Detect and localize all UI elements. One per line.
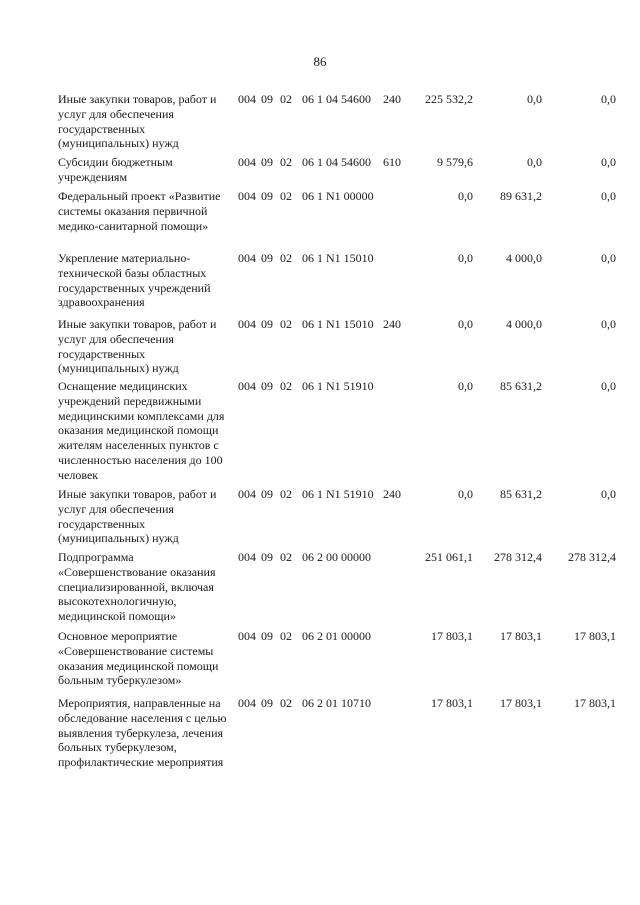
- row-amount-1: 0,0: [458, 251, 473, 265]
- row-amount-2: 17 803,1: [500, 629, 542, 643]
- row-amount-2: 4 000,0: [506, 317, 542, 331]
- row-ved-code: 004: [238, 155, 256, 169]
- row-target-code: 06 1 04 54600: [302, 92, 371, 106]
- row-target-code: 06 2 00 00000: [302, 550, 371, 564]
- row-amount-2: 85 631,2: [500, 487, 542, 501]
- table-row: [0, 189, 640, 233]
- row-name: Мероприятия, направленные на обследование населения с целью выявления туберкулеза, лечения больных туберкулезом, профилактические мероприятия: [58, 696, 227, 770]
- table-row: [0, 550, 640, 624]
- row-section-code: 09: [261, 696, 273, 710]
- row-target-code: 06 1 04 54600: [302, 155, 371, 169]
- row-subsection-code: 02: [280, 379, 292, 393]
- row-ved-code: 004: [238, 550, 256, 564]
- row-target-code: 06 1 N1 15010: [302, 251, 374, 265]
- row-target-code: 06 2 01 00000: [302, 629, 371, 643]
- table-row: [0, 155, 640, 184]
- table-row: [0, 92, 640, 151]
- row-amount-1: 0,0: [458, 317, 473, 331]
- table-row: [0, 629, 640, 688]
- row-subsection-code: 02: [280, 487, 292, 501]
- table-row: [0, 379, 640, 482]
- row-subsection-code: 02: [280, 251, 292, 265]
- row-amount-1: 225 532,2: [425, 92, 473, 106]
- table-row: [0, 696, 640, 770]
- row-section-code: 09: [261, 92, 273, 106]
- row-amount-3: 17 803,1: [574, 629, 616, 643]
- row-name: Иные закупки товаров, работ и услуг для обеспечения государственных (муниципальных) нужд: [58, 487, 217, 546]
- row-section-code: 09: [261, 155, 273, 169]
- row-name: Иные закупки товаров, работ и услуг для обеспечения государственных (муниципальных) нужд: [58, 92, 217, 151]
- row-amount-3: 17 803,1: [574, 696, 616, 710]
- row-expense-type: 240: [383, 317, 401, 331]
- row-section-code: 09: [261, 550, 273, 564]
- row-ved-code: 004: [238, 317, 256, 331]
- row-expense-type: 610: [383, 155, 401, 169]
- row-amount-3: 0,0: [601, 92, 616, 106]
- row-target-code: 06 2 01 10710: [302, 696, 371, 710]
- row-name: Субсидии бюджетным учреждениям: [58, 155, 173, 184]
- row-amount-1: 9 579,6: [437, 155, 473, 169]
- row-target-code: 06 1 N1 00000: [302, 189, 374, 203]
- row-target-code: 06 1 N1 51910: [302, 379, 374, 393]
- row-amount-2: 278 312,4: [494, 550, 542, 564]
- row-subsection-code: 02: [280, 155, 292, 169]
- row-amount-3: 0,0: [601, 379, 616, 393]
- row-ved-code: 004: [238, 92, 256, 106]
- row-amount-3: 0,0: [601, 155, 616, 169]
- row-section-code: 09: [261, 189, 273, 203]
- row-ved-code: 004: [238, 487, 256, 501]
- row-expense-type: 240: [383, 92, 401, 106]
- row-subsection-code: 02: [280, 189, 292, 203]
- row-subsection-code: 02: [280, 92, 292, 106]
- row-name: Укрепление материально-технической базы областных государственных учреждений здравоохранения: [58, 251, 211, 310]
- row-subsection-code: 02: [280, 696, 292, 710]
- row-name: Оснащение медицинских учреждений передвижными медицинскими комплексами для оказания медицинской помощи жителям населенных пунктов с численностью населения до 100 человек: [58, 379, 225, 482]
- table-row: [0, 251, 640, 310]
- row-target-code: 06 1 N1 15010: [302, 317, 374, 331]
- row-amount-2: 0,0: [527, 92, 542, 106]
- row-subsection-code: 02: [280, 317, 292, 331]
- table-row: [0, 487, 640, 546]
- table-row: [0, 317, 640, 376]
- row-amount-3: 0,0: [601, 487, 616, 501]
- row-amount-1: 17 803,1: [431, 629, 473, 643]
- row-name: Федеральный проект «Развитие системы оказания первичной медико-санитарной помощи»: [58, 189, 221, 233]
- row-name: Основное мероприятие «Совершенствование системы оказания медицинской помощи больным туберкулезом»: [58, 629, 219, 688]
- row-amount-1: 0,0: [458, 487, 473, 501]
- row-amount-2: 17 803,1: [500, 696, 542, 710]
- row-ved-code: 004: [238, 696, 256, 710]
- row-amount-1: 0,0: [458, 379, 473, 393]
- row-ved-code: 004: [238, 251, 256, 265]
- row-amount-3: 0,0: [601, 317, 616, 331]
- row-ved-code: 004: [238, 189, 256, 203]
- row-section-code: 09: [261, 251, 273, 265]
- row-amount-3: 0,0: [601, 189, 616, 203]
- row-name: Иные закупки товаров, работ и услуг для обеспечения государственных (муниципальных) нужд: [58, 317, 217, 376]
- row-section-code: 09: [261, 317, 273, 331]
- row-amount-2: 89 631,2: [500, 189, 542, 203]
- row-expense-type: 240: [383, 487, 401, 501]
- row-amount-1: 0,0: [458, 189, 473, 203]
- row-amount-3: 0,0: [601, 251, 616, 265]
- row-target-code: 06 1 N1 51910: [302, 487, 374, 501]
- row-section-code: 09: [261, 379, 273, 393]
- row-ved-code: 004: [238, 629, 256, 643]
- row-amount-3: 278 312,4: [568, 550, 616, 564]
- row-ved-code: 004: [238, 379, 256, 393]
- row-subsection-code: 02: [280, 550, 292, 564]
- row-amount-2: 85 631,2: [500, 379, 542, 393]
- row-amount-2: 4 000,0: [506, 251, 542, 265]
- row-name: Подпрограмма «Совершенствование оказания специализированной, включая высокотехнологичную, медицинской помощи»: [58, 550, 216, 624]
- row-amount-1: 17 803,1: [431, 696, 473, 710]
- row-subsection-code: 02: [280, 629, 292, 643]
- page-number: 86: [313, 54, 327, 69]
- row-section-code: 09: [261, 487, 273, 501]
- row-amount-1: 251 061,1: [425, 550, 473, 564]
- row-amount-2: 0,0: [527, 155, 542, 169]
- row-section-code: 09: [261, 629, 273, 643]
